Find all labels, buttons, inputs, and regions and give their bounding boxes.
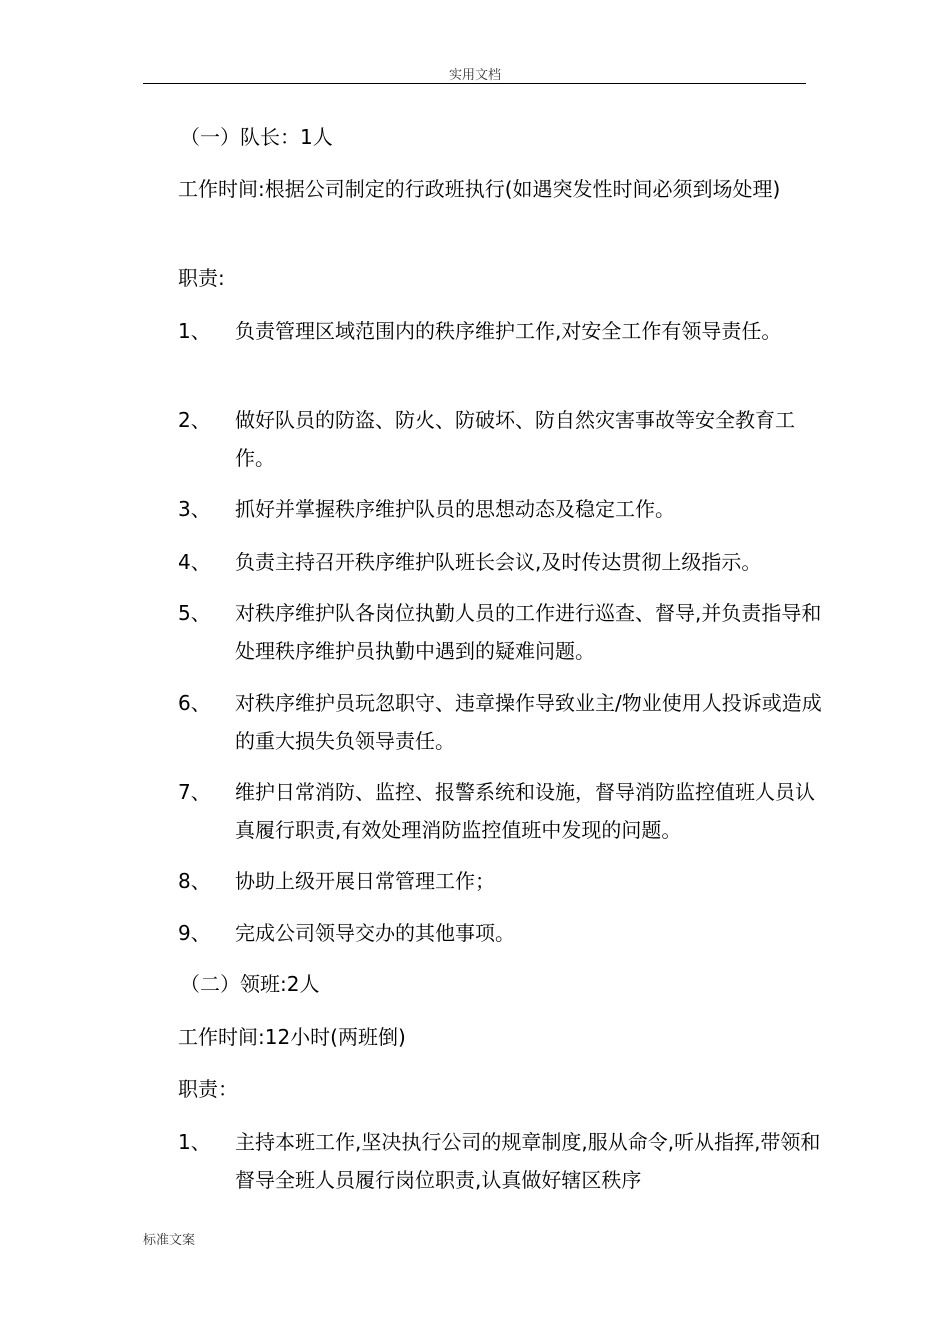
section1-title: （一）队长：1人 [180,125,333,149]
header-rule [143,83,806,84]
section1-duties-label: 职责: [178,266,225,290]
section2-work-time: 工作时间:12小时(两班倒) [178,1025,406,1049]
list-item-text: 对秩序维护员玩忽职守、违章操作导致业主/物业使用人投诉或造成的重大损失负领导责任。 [235,691,822,753]
list-item-number: 8、 [178,869,211,893]
list-item-text: 负责管理区域范围内的秩序维护工作,对安全工作有领导责任。 [235,319,782,343]
list-item-number: 5、 [178,601,211,625]
list-item-number: 1、 [178,1130,211,1154]
list-item-text: 协助上级开展日常管理工作； [235,869,495,893]
section1-work-time: 工作时间:根据公司制定的行政班执行(如遇突发性时间必须到场处理) [178,177,781,201]
list-item-number: 3、 [178,497,211,521]
list-item-text: 对秩序维护队各岗位执勤人员的工作进行巡查、督导,并负责指导和处理秩序维护员执勤中遇到的疑难问题。 [235,601,822,663]
list-item-text: 负责主持召开秩序维护队班长会议,及时传达贯彻上级指示。 [235,550,762,574]
list-item-number: 2、 [178,408,211,432]
list-item-number: 1、 [178,319,211,343]
list-item-number: 9、 [178,921,211,945]
section2-duties-label: 职责： [178,1077,238,1101]
list-item-text: 抓好并掌握秩序维护队员的思想动态及稳定工作。 [235,497,675,521]
list-item-number: 4、 [178,550,211,574]
list-item-text: 维护日常消防、监控、报警系统和设施，督导消防监控值班人员认真履行职责,有效处理消防监控值班中发现的问题。 [235,780,815,842]
list-item-number: 7、 [178,780,211,804]
list-item-number: 6、 [178,691,211,715]
section2-title: （二）领班:2人 [180,972,320,996]
list-item-text: 做好队员的防盗、防火、防破坏、防自然灾害事故等安全教育工作。 [235,408,795,470]
page-footer: 标准文案 [143,1233,196,1248]
list-item-text: 主持本班工作,坚决执行公司的规章制度,服从命令,听从指挥,带领和督导全班人员履行岗位职责,认真做好辖区秩序 [235,1130,821,1192]
list-item-text: 完成公司领导交办的其他事项。 [235,921,515,945]
page-header: 实用文档 [448,68,501,83]
